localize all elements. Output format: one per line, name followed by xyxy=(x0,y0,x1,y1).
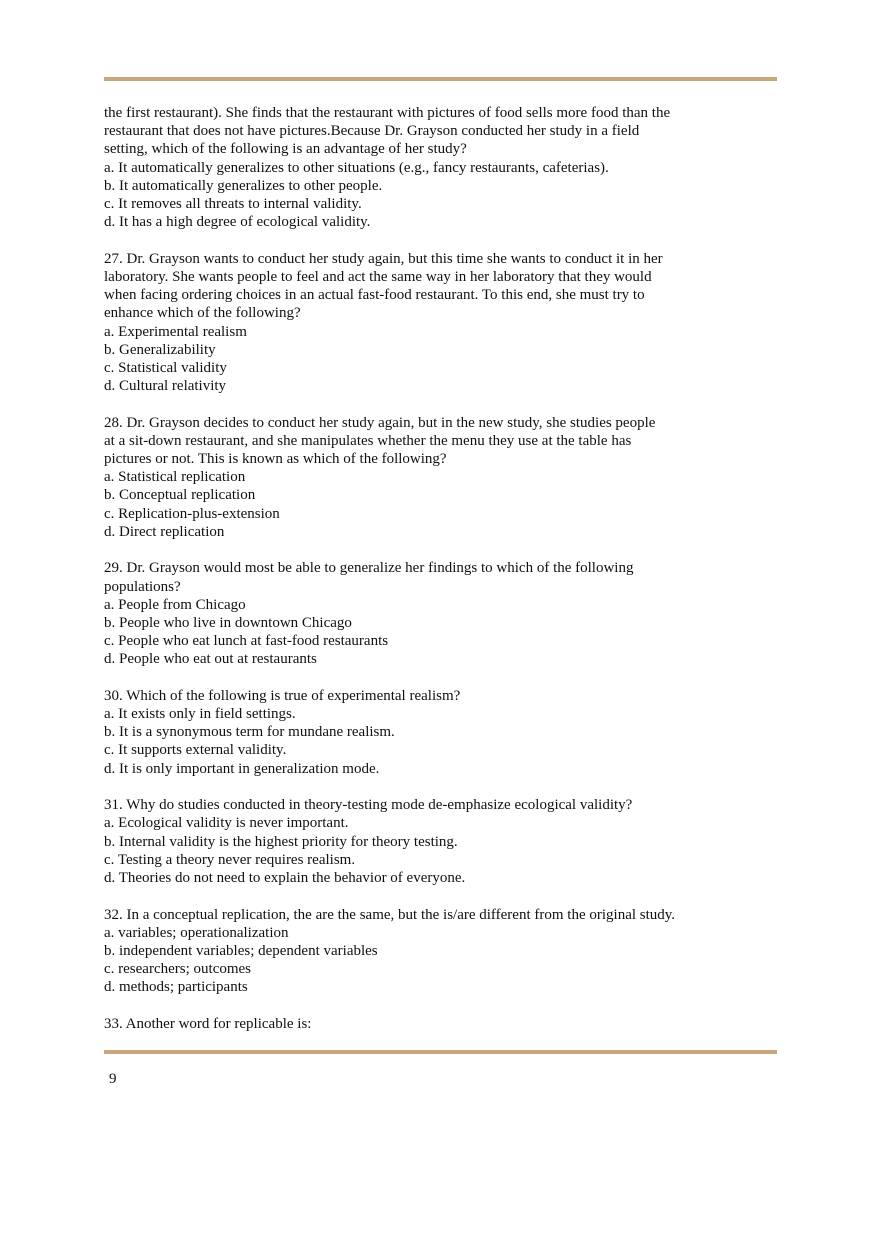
question-stem-line: 32. In a conceptual replication, the are the same, but the is/are different from the original study. xyxy=(104,906,676,923)
question-stem-line: 30. Which of the following is true of experimental realism? xyxy=(104,687,461,704)
answer-option: a. variables; operationalization xyxy=(104,924,289,941)
question-28 xyxy=(104,414,744,541)
answer-option: b. Conceptual replication xyxy=(104,487,256,504)
answer-option: b. It is a synonymous term for mundane realism. xyxy=(104,724,395,741)
answer-option: d. Direct replication xyxy=(104,523,225,540)
question-stem-line: restaurant that does not have pictures.Because Dr. Grayson conducted her study in a field xyxy=(104,123,640,140)
answer-option: a. People from Chicago xyxy=(104,596,246,613)
question-stem-line: 31. Why do studies conducted in theory-testing mode de-emphasize ecological validity? xyxy=(104,797,633,814)
question-stem-line: 29. Dr. Grayson would most be able to generalize her findings to which of the following xyxy=(104,560,634,577)
answer-option: a. It automatically generalizes to other situations (e.g., fancy restaurants, cafeterias). xyxy=(104,159,609,176)
question-stem-line: laboratory. She wants people to feel and act the same way in her laboratory that they would xyxy=(104,268,652,285)
answer-option: d. methods; participants xyxy=(104,979,248,996)
answer-option: b. It automatically generalizes to other people. xyxy=(104,177,383,194)
answer-option: d. People who eat out at restaurants xyxy=(104,651,317,668)
question-32 xyxy=(104,906,744,997)
question-27 xyxy=(104,250,744,396)
page-content xyxy=(104,104,744,1051)
question-33 xyxy=(104,1015,744,1033)
page-number: 9 xyxy=(109,1071,117,1087)
question-30 xyxy=(104,687,744,778)
answer-option: a. It exists only in field settings. xyxy=(104,706,296,723)
question-stem-line: the first restaurant). She finds that the restaurant with pictures of food sells more food than the xyxy=(104,105,671,121)
answer-option: d. It has a high degree of ecological validity. xyxy=(104,214,371,231)
question-stem-line: enhance which of the following? xyxy=(104,305,301,322)
header-rule xyxy=(104,77,777,81)
question-stem-line: setting, which of the following is an advantage of her study? xyxy=(104,141,467,158)
question-26-continued xyxy=(104,104,744,231)
question-stem-line: at a sit-down restaurant, and she manipulates whether the menu they use at the table has xyxy=(104,432,632,449)
answer-option: b. People who live in downtown Chicago xyxy=(104,614,352,631)
question-stem-line: pictures or not. This is known as which of the following? xyxy=(104,451,447,468)
answer-option: b. Internal validity is the highest priority for theory testing. xyxy=(104,833,458,850)
question-stem-line: 28. Dr. Grayson decides to conduct her study again, but in the new study, she studies people xyxy=(104,414,656,431)
question-31 xyxy=(104,796,744,887)
question-29 xyxy=(104,559,744,668)
answer-option: d. Cultural relativity xyxy=(104,378,227,395)
question-stem-line: 33. Another word for replicable is: xyxy=(104,1015,312,1032)
answer-option: c. Statistical validity xyxy=(104,359,227,376)
answer-option: c. People who eat lunch at fast-food restaurants xyxy=(104,633,389,650)
footer-rule xyxy=(104,1050,777,1054)
question-stem-line: when facing ordering choices in an actual fast-food restaurant. To this end, she must try to xyxy=(104,287,645,304)
answer-option: d. It is only important in generalization mode. xyxy=(104,760,380,777)
answer-option: c. Testing a theory never requires realism. xyxy=(104,851,356,868)
answer-option: c. Replication-plus-extension xyxy=(104,505,280,522)
answer-option: b. independent variables; dependent variables xyxy=(104,942,378,959)
answer-option: d. Theories do not need to explain the behavior of everyone. xyxy=(104,870,466,886)
answer-option: c. It supports external validity. xyxy=(104,742,287,759)
question-stem-line: 27. Dr. Grayson wants to conduct her study again, but this time she wants to conduct it in her xyxy=(104,250,663,267)
answer-option: a. Ecological validity is never important. xyxy=(104,815,349,832)
answer-option: a. Experimental realism xyxy=(104,323,247,340)
answer-option: a. Statistical replication xyxy=(104,469,246,486)
question-stem-line: populations? xyxy=(104,578,181,595)
answer-option: c. It removes all threats to internal validity. xyxy=(104,196,362,213)
answer-option: c. researchers; outcomes xyxy=(104,961,252,978)
answer-option: b. Generalizability xyxy=(104,341,216,358)
